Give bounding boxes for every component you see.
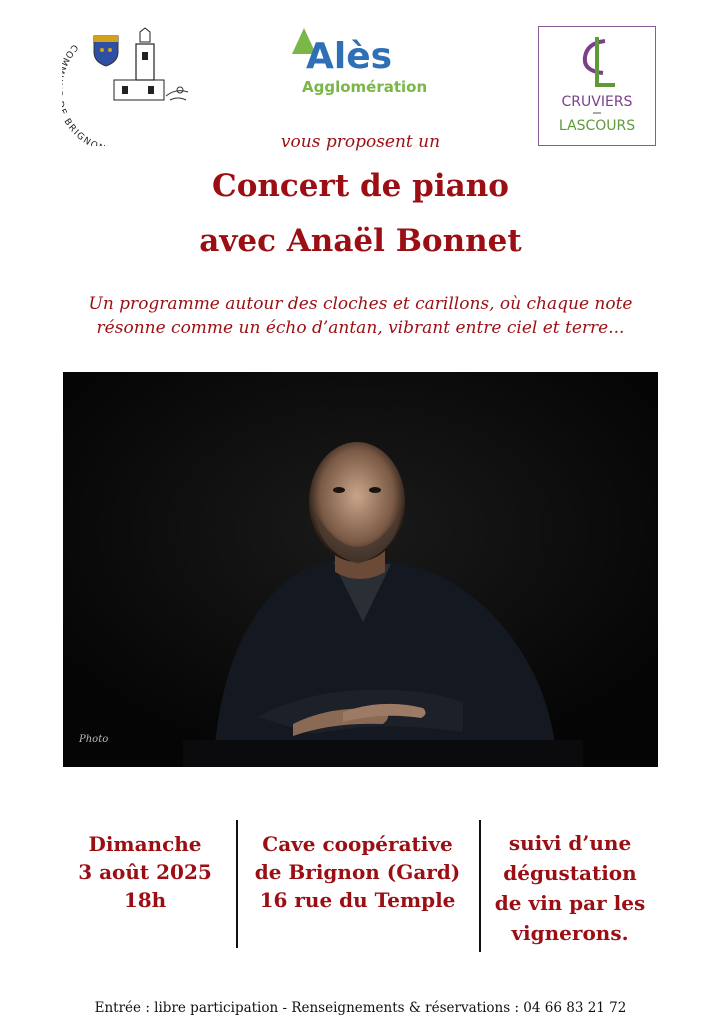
venue-name: Cave coopérative bbox=[262, 832, 453, 856]
cruviers-lascours-logo bbox=[538, 26, 656, 146]
tasting-line: de vin par les bbox=[494, 891, 646, 915]
title-line-1: Concert de piano bbox=[212, 168, 509, 204]
event-place-block bbox=[245, 830, 470, 914]
lascours-wordmark: LASCOURS bbox=[558, 118, 636, 134]
title-line-2: avec Anaël Bonnet bbox=[199, 223, 522, 259]
description-line-1: Un programme autour des cloches et carillons, où chaque note bbox=[88, 294, 633, 314]
cruviers-wordmark: CRUVIERS bbox=[561, 94, 633, 110]
column-divider bbox=[479, 820, 481, 952]
event-date-block bbox=[70, 830, 220, 914]
ales-agglomeration-logo bbox=[288, 24, 438, 98]
commune-de-brignon-logo bbox=[62, 26, 197, 146]
event-day: Dimanche bbox=[88, 832, 202, 856]
intro-text: vous proposent un bbox=[280, 132, 441, 152]
tasting-line: dégustation bbox=[503, 861, 637, 885]
tasting-line: suivi d’une bbox=[508, 831, 632, 855]
pianist-photo bbox=[63, 372, 658, 767]
event-date: 3 août 2025 bbox=[78, 860, 212, 884]
description-line-2: résonne comme un écho d’antan, vibrant entre ciel et terre... bbox=[96, 318, 625, 338]
venue-address: 16 rue du Temple bbox=[259, 888, 456, 912]
tasting-line: vignerons. bbox=[511, 921, 629, 945]
event-time: 18h bbox=[123, 888, 167, 912]
ales-wordmark: Alès bbox=[306, 36, 393, 77]
agglomeration-wordmark: Agglomération bbox=[302, 78, 428, 96]
tasting-block bbox=[490, 828, 650, 948]
photo-signature: Photo bbox=[79, 734, 109, 745]
footer-info: Entrée : libre participation - Renseignements & réservations : 04 66 83 21 72 bbox=[94, 1000, 627, 1016]
venue-town: de Brignon (Gard) bbox=[254, 860, 461, 884]
column-divider bbox=[236, 820, 238, 948]
commune-arc-text: CO BRIGN bbox=[62, 41, 94, 146]
